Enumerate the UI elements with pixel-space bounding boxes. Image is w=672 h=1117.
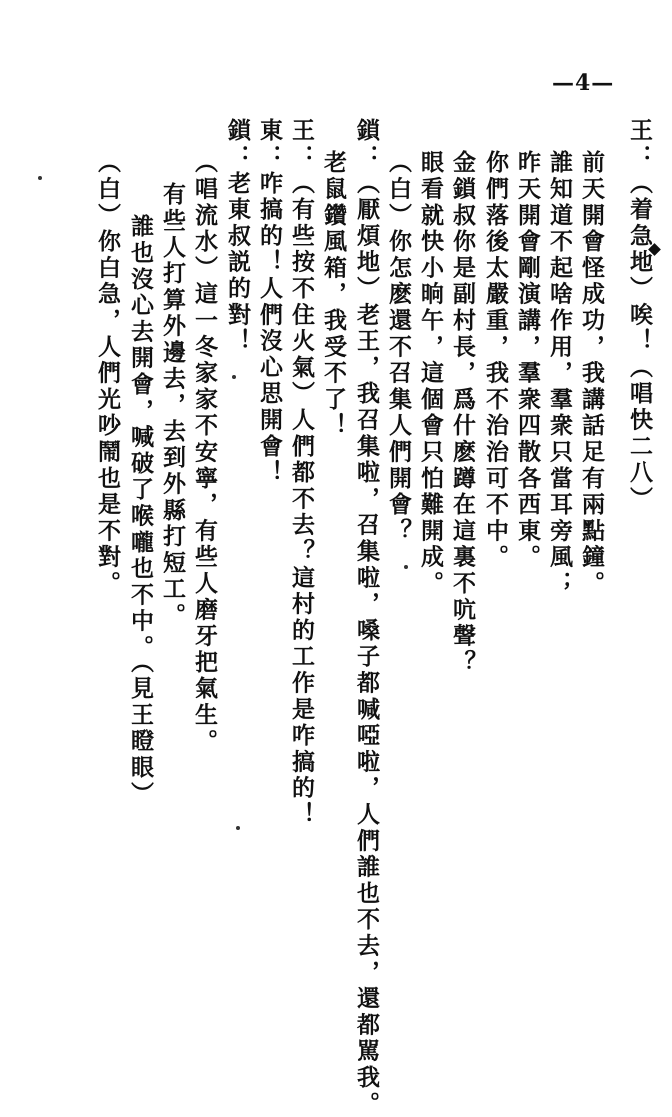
- text-column-1: 王：（着急地）唉！（唱快二八）: [626, 118, 653, 513]
- text-column-8: （白）你怎麽還不召集人們開會？: [385, 150, 412, 545]
- page-number: —4—: [552, 70, 615, 96]
- speck-mark: [404, 565, 408, 569]
- text-column-11: 王：（有些按不住火氣）人們都不去？這村的工作是咋搞的！: [288, 118, 315, 829]
- text-column-13: 鎖：老東叔説的對！: [224, 118, 251, 355]
- text-column-4: 昨天開會剛演講，羣衆四散各西東。: [514, 150, 541, 571]
- text-column-14: （唱流水）這一冬家家不安寧，有些人磨牙把氣生。: [191, 150, 218, 755]
- speck-mark: [236, 826, 240, 830]
- text-column-7: 眼看就快小晌午，這個會只怕難開成。: [417, 150, 444, 598]
- text-column-15: 有些人打算外邊去，去到外縣打短工。: [159, 182, 186, 630]
- text-column-9: 鎖：（厭煩地）老王，我召集啦，召集啦，嗓子都喊啞啦，人們誰也不去，還都駡我。: [353, 118, 380, 1117]
- text-column-17: （白）你白急，人們光吵鬧也是不對。: [94, 150, 121, 598]
- text-column-12: 東：咋搞的！人們沒心思開會！: [256, 118, 283, 487]
- speck-mark: [38, 176, 42, 180]
- text-column-2: 前天開會怪成功，我講話足有兩點鐘。: [578, 150, 605, 598]
- text-column-16: 誰也沒心去開會，喊破了喉嚨也不中。（見王瞪眼）: [127, 214, 154, 808]
- text-column-10: 老鼠鑽風箱，我受不了！: [320, 150, 347, 440]
- text-column-5: 你們落後太嚴重，我不治治可不中。: [482, 150, 509, 571]
- text-column-6: 金鎖叔你是副村長，爲什麽蹲在這裏不吭聲？: [449, 150, 476, 676]
- text-column-3: 誰知道不起啥作用，羣衆只當耳旁風；: [546, 150, 573, 598]
- speck-mark: [232, 375, 236, 379]
